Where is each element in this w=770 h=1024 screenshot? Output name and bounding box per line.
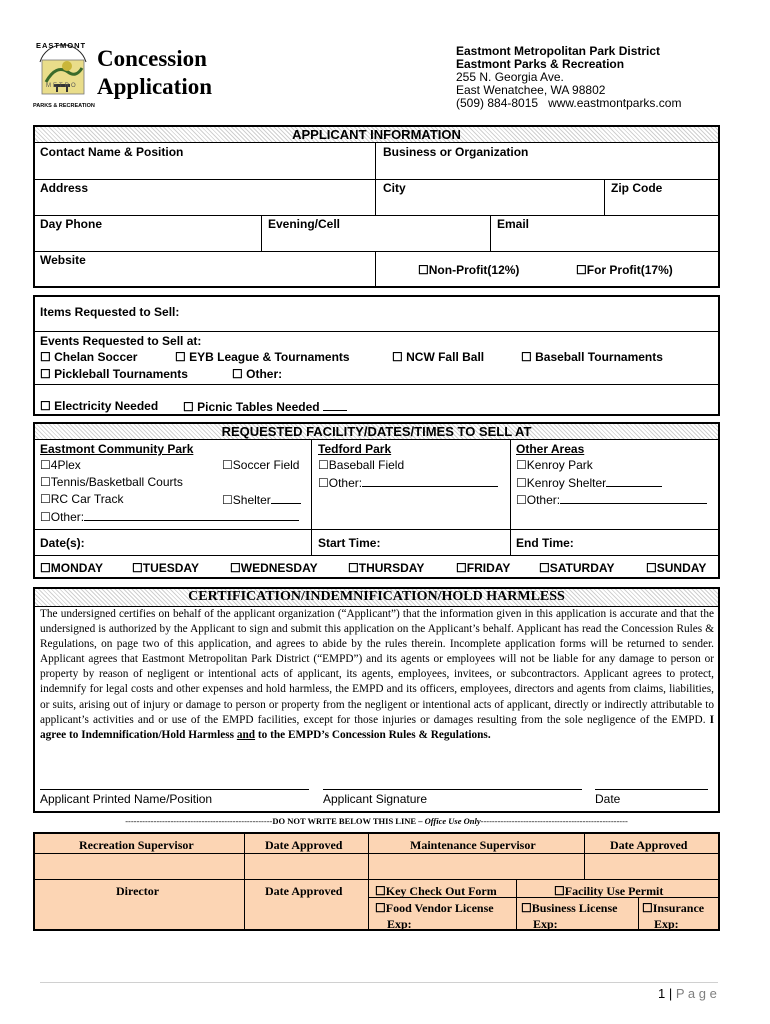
- page-title-line1: Concession: [97, 46, 207, 71]
- website-field[interactable]: [36, 268, 372, 284]
- picnic-count-field[interactable]: [323, 399, 347, 411]
- date-approved-2-header: Date Approved: [610, 838, 688, 852]
- nonprofit-checkbox[interactable]: [418, 263, 519, 277]
- zip-field[interactable]: [606, 196, 716, 214]
- notice-bold: DO NOT WRITE BELOW THIS LINE –: [272, 816, 425, 826]
- electricity-label: Electricity Needed: [54, 399, 159, 413]
- date-line[interactable]: [595, 789, 708, 790]
- checkbox-icon: ☐: [222, 493, 233, 507]
- day-label: SUNDAY: [656, 561, 707, 575]
- checkbox-icon: ☐: [40, 510, 51, 524]
- logo-text-top: EASTMONT: [36, 41, 87, 50]
- other3-label: Other:: [526, 493, 561, 507]
- page-title-line2: Application: [97, 74, 213, 99]
- logo-text-mid: METRO: [46, 83, 78, 89]
- page-word: P a g e: [675, 986, 717, 1001]
- checkbox-icon: ☐: [40, 475, 51, 489]
- page-footer: 1 | P a g e: [658, 986, 717, 1001]
- key-checkout-label: Key Check Out Form: [385, 884, 497, 898]
- logo-text-bottom: PARKS & RECREATION: [33, 103, 95, 109]
- certification-title: CERTIFICATION/INDEMNIFICATION/HOLD HARMLESS: [188, 589, 565, 604]
- facility-permit-label: Facility Use Permit: [564, 884, 664, 898]
- day-tuesday-checkbox[interactable]: [132, 561, 199, 575]
- date-approved-3-header: Date Approved: [265, 884, 343, 898]
- contact-name-label: Contact Name & Position: [40, 145, 184, 159]
- checkbox-icon: ☐: [539, 561, 550, 575]
- checkbox-icon: ☐: [375, 884, 386, 898]
- evening-cell-field[interactable]: [264, 232, 488, 250]
- fourplex-checkbox[interactable]: [40, 458, 81, 472]
- shelter-checkbox[interactable]: [222, 492, 301, 507]
- electricity-checkbox[interactable]: [40, 399, 158, 413]
- other3-field[interactable]: [560, 492, 707, 504]
- baseball-field-label: Baseball Field: [328, 458, 405, 472]
- checkbox-icon: ☐: [516, 476, 527, 490]
- insurance-exp: Exp:: [654, 917, 679, 931]
- events-label: Events Requested to Sell at:: [40, 334, 202, 348]
- checkbox-icon: ☐: [40, 350, 51, 364]
- fourplex-label: 4Plex: [50, 458, 81, 472]
- other2-field[interactable]: [362, 475, 498, 487]
- other3-checkbox[interactable]: [516, 492, 707, 507]
- food-vendor-label: Food Vendor License: [385, 901, 494, 915]
- event-baseball-checkbox[interactable]: [521, 350, 663, 364]
- date-approved-1-header: Date Approved: [265, 838, 343, 852]
- day-friday-checkbox[interactable]: [456, 561, 510, 575]
- date-label: Date: [595, 792, 621, 806]
- checkbox-icon: ☐: [375, 901, 386, 915]
- dates-label: Date(s):: [40, 536, 85, 550]
- event-other-label: Other:: [246, 367, 283, 381]
- event-ncw-checkbox[interactable]: [392, 350, 484, 364]
- items-label: Items Requested to Sell:: [40, 305, 180, 319]
- other-areas-title: Other Areas: [516, 442, 585, 456]
- day-label: FRIDAY: [466, 561, 511, 575]
- checkbox-icon: ☐: [642, 901, 653, 915]
- event-ncw-label: NCW Fall Ball: [406, 350, 485, 364]
- day-saturday-checkbox[interactable]: [539, 561, 614, 575]
- day-label: MONDAY: [50, 561, 103, 575]
- day-label: WEDNESDAY: [240, 561, 318, 575]
- day-thursday-checkbox[interactable]: [348, 561, 424, 575]
- business-field[interactable]: [378, 160, 716, 178]
- logo-graphic: [34, 42, 92, 112]
- soccer-field-label: Soccer Field: [232, 458, 300, 472]
- checkbox-icon: ☐: [348, 561, 359, 575]
- email-field[interactable]: [492, 232, 716, 250]
- checkbox-icon: ☐: [40, 458, 51, 472]
- other2-label: Other:: [328, 476, 363, 490]
- email-label: Email: [497, 217, 530, 231]
- other1-label: Other:: [50, 510, 85, 524]
- other1-checkbox[interactable]: [40, 509, 299, 524]
- checkbox-icon: ☐: [222, 458, 233, 472]
- business-license-exp: Exp:: [533, 917, 558, 931]
- baseball-field-checkbox[interactable]: [318, 458, 404, 472]
- forprofit-checkbox[interactable]: [576, 263, 673, 277]
- business-label: Business or Organization: [383, 145, 529, 159]
- checkbox-icon: ☐: [521, 901, 532, 915]
- soccer-field-checkbox[interactable]: [222, 458, 299, 472]
- event-pickleball-label: Pickleball Tournaments: [54, 367, 188, 381]
- event-chelan-checkbox[interactable]: [40, 350, 137, 364]
- checkbox-icon: ☐: [576, 263, 587, 277]
- agree-statement-1: I agree to Indemnification/Hold Harmless: [40, 713, 714, 741]
- org-sub: Eastmont Parks & Recreation: [456, 57, 625, 71]
- org-address1: 255 N. Georgia Ave.: [456, 70, 564, 84]
- checkbox-icon: ☐: [232, 367, 243, 381]
- notice-dashes-left: ----------------------------------------------------: [125, 816, 273, 826]
- food-vendor-checkbox[interactable]: [375, 901, 494, 916]
- checkbox-icon: ☐: [40, 492, 51, 506]
- applicant-section-title: APPLICANT INFORMATION: [292, 127, 461, 142]
- checkbox-icon: ☐: [521, 350, 532, 364]
- start-time-label: Start Time:: [318, 536, 381, 550]
- checkbox-icon: ☐: [418, 263, 429, 277]
- kenroy-shelter-label: Kenroy Shelter: [526, 476, 607, 490]
- event-baseball-label: Baseball Tournaments: [535, 350, 663, 364]
- maint-supervisor-header: Maintenance Supervisor: [410, 838, 536, 852]
- agree-and: and: [236, 728, 256, 741]
- tedford-park-title: Tedford Park: [318, 442, 392, 456]
- picnic-label: Picnic Tables Needed: [197, 400, 320, 414]
- rc-car-label: RC Car Track: [50, 492, 124, 506]
- checkbox-icon: ☐: [392, 350, 403, 364]
- checkbox-icon: ☐: [40, 399, 51, 413]
- checkbox-icon: ☐: [230, 561, 241, 575]
- director-header: Director: [116, 884, 160, 898]
- org-phone-web: (509) 884-8015 www.eastmontparks.com: [456, 96, 682, 110]
- rec-supervisor-header: Recreation Supervisor: [79, 838, 194, 852]
- org-address2: East Wenatchee, WA 98802: [456, 83, 606, 97]
- nonprofit-label: Non-Profit(12%): [428, 263, 520, 277]
- kenroy-park-checkbox[interactable]: [516, 458, 593, 472]
- business-license-checkbox[interactable]: [521, 901, 617, 916]
- office-notice: [0, 816, 753, 826]
- insurance-label: Insurance: [652, 901, 705, 915]
- printed-name-line[interactable]: [40, 789, 309, 790]
- event-chelan-label: Chelan Soccer: [54, 350, 138, 364]
- checkbox-icon: ☐: [40, 561, 51, 575]
- checkbox-icon: ☐: [516, 458, 527, 472]
- insurance-checkbox[interactable]: [642, 901, 704, 916]
- checkbox-icon: ☐: [516, 493, 527, 507]
- day-wednesday-checkbox[interactable]: [230, 561, 318, 575]
- certification-text: [40, 607, 714, 743]
- other2-checkbox[interactable]: [318, 475, 498, 490]
- kenroy-shelter-checkbox[interactable]: [516, 475, 662, 490]
- day-phone-label: Day Phone: [40, 217, 103, 231]
- contact-name-field[interactable]: [36, 160, 374, 178]
- rc-car-checkbox[interactable]: [40, 492, 123, 506]
- checkbox-icon: ☐: [175, 350, 186, 364]
- day-label: THURSDAY: [358, 561, 425, 575]
- facility-permit-checkbox[interactable]: [554, 884, 663, 899]
- end-time-label: End Time:: [516, 536, 574, 550]
- business-license-label: Business License: [531, 901, 618, 915]
- tennis-label: Tennis/Basketball Courts: [50, 475, 183, 489]
- page-number: 1: [658, 986, 666, 1001]
- notice-italic: Office Use Only: [424, 816, 481, 826]
- checkbox-icon: ☐: [646, 561, 657, 575]
- address-label: Address: [40, 181, 89, 195]
- facility-section-title: REQUESTED FACILITY/DATES/TIMES TO SELL AT: [221, 424, 532, 439]
- checkbox-icon: ☐: [40, 367, 51, 381]
- day-phone-field[interactable]: [36, 232, 260, 250]
- org-name: Eastmont Metropolitan Park District: [456, 44, 661, 58]
- day-monday-checkbox[interactable]: [40, 561, 103, 575]
- checkbox-icon: ☐: [132, 561, 143, 575]
- day-label: TUESDAY: [142, 561, 200, 575]
- picnic-checkbox[interactable]: [183, 399, 347, 414]
- printed-name-label: Applicant Printed Name/Position: [40, 792, 213, 806]
- shelter-label: Shelter: [232, 493, 271, 507]
- evening-cell-label: Evening/Cell: [268, 217, 341, 231]
- other1-field[interactable]: [84, 509, 299, 521]
- event-other-checkbox[interactable]: [232, 367, 282, 381]
- checkbox-icon: ☐: [318, 458, 329, 472]
- city-field[interactable]: [378, 196, 602, 214]
- shelter-field[interactable]: [271, 492, 301, 504]
- address-field[interactable]: [36, 196, 374, 214]
- kenroy-shelter-field[interactable]: [606, 475, 662, 487]
- checkbox-icon: ☐: [456, 561, 467, 575]
- checkbox-icon: ☐: [183, 400, 194, 414]
- city-label: City: [383, 181, 406, 195]
- zip-label: Zip Code: [611, 181, 663, 195]
- kenroy-park-label: Kenroy Park: [526, 458, 593, 472]
- forprofit-label: For Profit(17%): [586, 263, 673, 277]
- logo: [34, 42, 92, 112]
- event-eyb-checkbox[interactable]: [175, 350, 350, 364]
- items-field[interactable]: [200, 302, 710, 322]
- signature-label: Applicant Signature: [323, 792, 428, 806]
- key-checkout-checkbox[interactable]: [375, 884, 497, 899]
- event-pickleball-checkbox[interactable]: [40, 367, 188, 381]
- agree-statement-2: to the EMPD’s Concession Rules & Regulations.: [257, 728, 491, 741]
- notice-dashes-right: ----------------------------------------------------: [480, 816, 628, 826]
- checkbox-icon: ☐: [318, 476, 329, 490]
- signature-line[interactable]: [323, 789, 582, 790]
- day-label: SATURDAY: [549, 561, 615, 575]
- certification-body: The undersigned certifies on behalf of the applicant organization (“Applicant”) that the information given in this application is accurate and that the undersigned is authorized by the Applicant to sign and submit this application on the Applicant’s behalf. Applicant has read the Concession Rules & Regulations, on page two of this application, and agrees to abide by the rules therein. Incomplete application forms will be returned to sender. Applicant agrees that Eastmont Metropolitan Park District (“EMPD”) and its agents or employees will not be liable for any damage to person or property by reason of negligent or intentional acts of applicant, its agents, employees, invitees, or subcontractors. Applicant agrees to protect, indemnify for legal costs and other expenses and hold harmless, the EMPD and its officers, employees, directors and agents from claims, liabilities, or suits, arising out of injury or damage to person or property from the negligent or intentional acts of applicant, directly or indirectly attributable to applicant’s activities and or use of the EMPD facilities, except for those injuries or damages resulting from the sole negligence of the EMPD.: [40, 608, 714, 726]
- website-label: Website: [40, 253, 86, 267]
- event-eyb-label: EYB League & Tournaments: [189, 350, 350, 364]
- checkbox-icon: ☐: [554, 884, 565, 898]
- day-sunday-checkbox[interactable]: [646, 561, 706, 575]
- eastmont-park-title: Eastmont Community Park: [40, 442, 194, 456]
- footer-divider: [40, 982, 718, 983]
- tennis-checkbox[interactable]: [40, 475, 183, 489]
- food-vendor-exp: Exp:: [387, 917, 412, 931]
